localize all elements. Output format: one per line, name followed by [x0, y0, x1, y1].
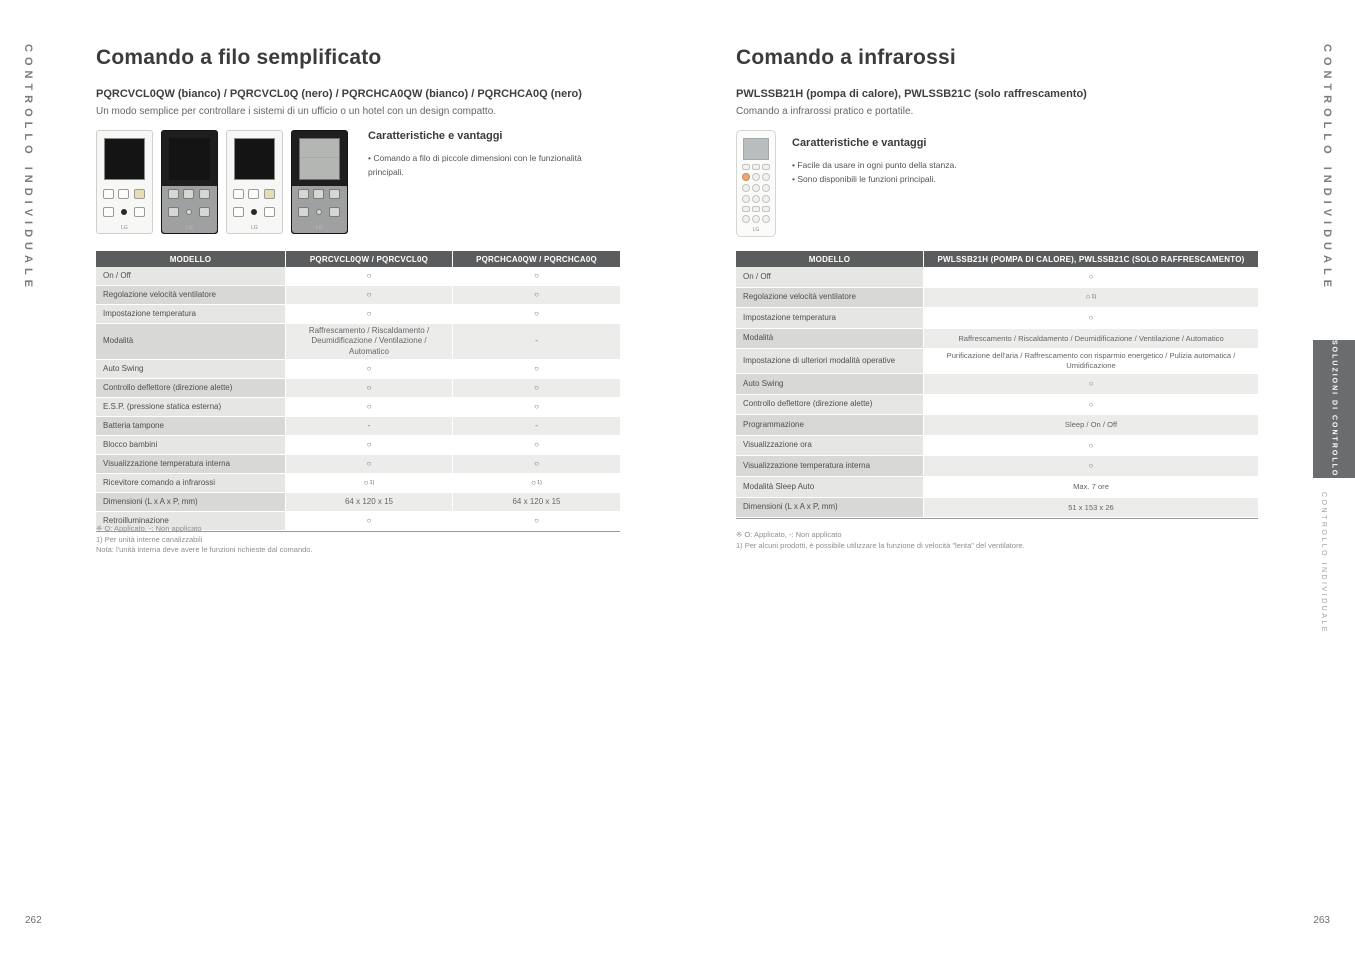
row-value: ○: [453, 455, 620, 474]
table-row: [736, 349, 1258, 374]
row-label: Ricevitore comando a infrarossi: [96, 474, 286, 493]
key-icon: [752, 195, 760, 203]
row-value: -: [453, 417, 620, 436]
table-row: [96, 360, 620, 379]
lg-logo: LG: [316, 225, 323, 231]
key-icon: [752, 184, 760, 192]
table-row: [736, 329, 1258, 350]
spec-table-infrared: [736, 251, 1258, 519]
row-value: ○: [453, 360, 620, 379]
footnote: ※ O: Applicato, -: Non applicato: [736, 530, 842, 539]
lg-logo: LG: [186, 225, 193, 231]
key-icon: [762, 173, 770, 181]
controller-image-white-1: [96, 130, 153, 234]
row-value: ○: [286, 436, 453, 455]
right-margin-vertical-label: CONTROLLO INDIVIDUALE: [1321, 44, 1333, 292]
lg-logo: LG: [121, 225, 128, 231]
row-value: Raffrescamento / Riscaldamento / Deumidificazione / Ventilazione / Automatico: [924, 329, 1258, 350]
key-icon: [762, 184, 770, 192]
controller-screen: [234, 138, 275, 180]
features-list: [792, 158, 1112, 187]
spec-table-wired: [96, 251, 620, 532]
key-icon: [742, 206, 750, 212]
row-value: ○: [453, 512, 620, 531]
key-icon: [762, 206, 770, 212]
table-row: [736, 395, 1258, 416]
row-value: ○: [286, 398, 453, 417]
button-icon: [199, 207, 210, 217]
features-list: [368, 151, 618, 180]
remote-keypad: [742, 164, 770, 224]
section-wired-controller: [96, 46, 620, 906]
sensor-dot-icon: [121, 209, 127, 215]
row-value: ○: [453, 436, 620, 455]
key-icon: [752, 173, 760, 181]
page-number-left: 262: [25, 915, 42, 926]
table-row: [736, 436, 1258, 457]
row-label: Batteria tampone: [96, 417, 286, 436]
table-row: [96, 267, 620, 286]
features-block-wired: [368, 130, 618, 180]
row-label: On / Off: [96, 267, 286, 286]
section-infrared-controller: [736, 46, 1258, 906]
row-value: ○ 1): [453, 474, 620, 493]
column-header: PQRCHCA0QW / PQRCHCA0Q: [453, 251, 620, 267]
row-label: Regolazione velocità ventilatore: [736, 288, 924, 309]
feature-item: • Sono disponibili le funzioni principali.: [792, 174, 936, 185]
key-icon: [742, 184, 750, 192]
row-label: Auto Swing: [736, 374, 924, 395]
table-row: [736, 477, 1258, 498]
row-value: 64 x 120 x 15: [453, 493, 620, 512]
row-value: Raffrescamento / Riscaldamento / Deumidificazione / Ventilazione / Automatico: [286, 324, 453, 360]
table-row: [736, 308, 1258, 329]
row-label: Visualizzazione temperatura interna: [736, 456, 924, 477]
lg-logo: LG: [251, 225, 258, 231]
features-title: Caratteristiche e vantaggi: [792, 137, 927, 149]
table-row: [96, 455, 620, 474]
row-value: 51 x 153 x 26: [924, 498, 1258, 519]
row-label: Dimensioni (L x A x P, mm): [96, 493, 286, 512]
row-label: Dimensioni (L x A x P, mm): [736, 498, 924, 519]
row-value: ○: [286, 360, 453, 379]
button-icon: [168, 189, 179, 199]
table-row: [736, 456, 1258, 477]
row-label: Modalità: [96, 324, 286, 360]
row-label: Visualizzazione ora: [736, 436, 924, 457]
table-header-row: [736, 251, 1258, 267]
model-names-wired: PQRCVCL0QW (bianco) / PQRCVCL0Q (nero) / PQRCHCA0QW (bianco) / PQRCHCA0Q (nero): [96, 88, 582, 100]
key-icon: [752, 206, 760, 212]
row-label: Visualizzazione temperatura interna: [96, 455, 286, 474]
row-value: ○: [924, 374, 1258, 395]
table-row: [736, 267, 1258, 288]
sensor-dot-icon: [186, 209, 192, 215]
section-title-infrared: Comando a infrarossi: [736, 46, 956, 69]
row-value: ○: [286, 267, 453, 286]
footnote: ※ O: Applicato, -: Non applicato: [96, 524, 202, 533]
row-label: Impostazione temperatura: [736, 308, 924, 329]
column-header: MODELLO: [96, 251, 286, 267]
table-row: [96, 493, 620, 512]
button-icon: [118, 189, 129, 199]
controller-image-black-1: [161, 130, 218, 234]
feature-item: • Facile da usare in ogni punto della stanza.: [792, 160, 957, 170]
power-button-icon: [264, 189, 275, 199]
right-margin-small-label: CONTROLLO INDIVIDUALE: [1320, 492, 1327, 634]
solutions-tab-badge: [1313, 340, 1355, 478]
table-row: [96, 324, 620, 360]
left-margin-vertical-label: CONTROLLO INDIVIDUALE: [22, 44, 34, 292]
row-value: ○: [286, 305, 453, 324]
table-row: [736, 415, 1258, 436]
controller-screen: [104, 138, 145, 180]
table-row: [96, 379, 620, 398]
table-row: [96, 305, 620, 324]
row-label: Impostazione di ulteriori modalità operative: [736, 349, 924, 374]
button-icon: [313, 189, 324, 199]
row-value: ○: [453, 398, 620, 417]
table-row: [96, 286, 620, 305]
button-icon: [233, 207, 244, 217]
row-value: -: [453, 324, 620, 360]
key-icon: [742, 164, 750, 170]
table-row: [736, 498, 1258, 519]
row-label: Blocco bambini: [96, 436, 286, 455]
row-value: ○: [924, 308, 1258, 329]
button-icon: [103, 207, 114, 217]
row-value: ○: [286, 455, 453, 474]
table-row: [96, 398, 620, 417]
row-value: ○: [286, 512, 453, 531]
row-value: ○: [453, 305, 620, 324]
row-label: Modalità Sleep Auto: [736, 477, 924, 498]
product-images-infrared: [736, 130, 776, 237]
key-icon: [762, 195, 770, 203]
column-header: MODELLO: [736, 251, 924, 267]
row-value: 64 x 120 x 15: [286, 493, 453, 512]
power-button-icon: [134, 189, 145, 199]
key-icon: [762, 164, 770, 170]
controller-buttons: [233, 189, 276, 221]
button-icon: [298, 207, 309, 217]
row-label: Programmazione: [736, 415, 924, 436]
table-row: [96, 417, 620, 436]
power-key-icon: [742, 173, 750, 181]
row-label: Controllo deflettore (direzione alette): [96, 379, 286, 398]
row-label: E.S.P. (pressione statica esterna): [96, 398, 286, 417]
button-icon: [248, 189, 259, 199]
row-value: Sleep / On / Off: [924, 415, 1258, 436]
power-button-icon: [329, 189, 340, 199]
section-title-wired: Comando a filo semplificato: [96, 46, 382, 69]
footnote: 1) Per alcuni prodotti, è possibile utilizzare la funzione di velocità "lenta" del ventilatore.: [736, 540, 1025, 550]
sensor-dot-icon: [316, 209, 322, 215]
key-icon: [742, 215, 750, 223]
footnote: Nota: l'unità interna deve avere le funzioni richieste dal comando.: [96, 545, 313, 554]
row-label: Auto Swing: [96, 360, 286, 379]
model-names-infrared: PWLSSB21H (pompa di calore), PWLSSB21C (solo raffrescamento): [736, 88, 1087, 100]
row-label: Controllo deflettore (direzione alette): [736, 395, 924, 416]
row-value: ○: [924, 436, 1258, 457]
button-icon: [298, 189, 309, 199]
row-value: ○: [453, 286, 620, 305]
lg-logo: LG: [752, 227, 760, 233]
key-icon: [742, 195, 750, 203]
button-icon: [183, 189, 194, 199]
row-value: ○ 1): [924, 288, 1258, 309]
key-icon: [762, 215, 770, 223]
controller-image-black-2: [291, 130, 348, 234]
button-icon: [233, 189, 244, 199]
button-icon: [168, 207, 179, 217]
button-icon: [264, 207, 275, 217]
column-header: PWLSSB21H (POMPA DI CALORE), PWLSSB21C (SOLO RAFFRESCAMENTO): [924, 251, 1258, 267]
controller-buttons: [103, 189, 146, 221]
features-block-infrared: [792, 137, 1112, 187]
key-icon: [752, 215, 760, 223]
controller-buttons: [298, 189, 341, 221]
button-icon: [103, 189, 114, 199]
footnote: 1) Per unità interne canalizzabili: [96, 534, 203, 544]
row-value: Max. 7 ore: [924, 477, 1258, 498]
table-header-row: [96, 251, 620, 267]
row-value: Purificazione dell'aria / Raffrescamento con risparmio energetico / Pulizia automatica / Umidificazione: [924, 349, 1258, 374]
feature-item: • Comando a filo di piccole dimensioni con le funzionalità principali.: [368, 153, 582, 178]
button-icon: [134, 207, 145, 217]
table-row: [96, 474, 620, 493]
controller-image-white-2: [226, 130, 283, 234]
row-value: ○ 1): [286, 474, 453, 493]
row-label: Regolazione velocità ventilatore: [96, 286, 286, 305]
section-description-wired: Un modo semplice per controllare i sistemi di un ufficio o un hotel con un design compatto.: [96, 106, 497, 117]
table-row: [736, 288, 1258, 309]
row-value: ○: [924, 456, 1258, 477]
footnotes-infrared: [736, 530, 1025, 551]
controller-screen-lit: [299, 138, 340, 180]
row-value: ○: [453, 267, 620, 286]
features-title: Caratteristiche e vantaggi: [368, 130, 503, 142]
row-label: On / Off: [736, 267, 924, 288]
button-icon: [329, 207, 340, 217]
controller-buttons: [168, 189, 211, 221]
solutions-tab-badge-label: SOLUZIONI DI CONTROLLO: [1330, 340, 1338, 478]
page-number-right: 263: [1313, 915, 1330, 926]
section-description-infrared: Comando a infrarossi pratico e portatile.: [736, 106, 914, 117]
power-button-icon: [199, 189, 210, 199]
row-value: ○: [924, 395, 1258, 416]
row-value: ○: [924, 267, 1258, 288]
row-label: Modalità: [736, 329, 924, 350]
controller-screen: [169, 138, 210, 180]
remote-lcd: [743, 138, 769, 160]
key-icon: [752, 164, 760, 170]
row-value: ○: [286, 286, 453, 305]
row-value: ○: [453, 379, 620, 398]
product-images-wired: [96, 130, 348, 234]
remote-image: [736, 130, 776, 237]
row-value: -: [286, 417, 453, 436]
row-value: ○: [286, 379, 453, 398]
row-label: Impostazione temperatura: [96, 305, 286, 324]
table-row: [96, 436, 620, 455]
footnotes-wired: [96, 524, 313, 556]
row-label: Retroilluminazione: [96, 512, 286, 531]
sensor-dot-icon: [251, 209, 257, 215]
table-row: [736, 374, 1258, 395]
column-header: PQRCVCL0QW / PQRCVCL0Q: [286, 251, 453, 267]
